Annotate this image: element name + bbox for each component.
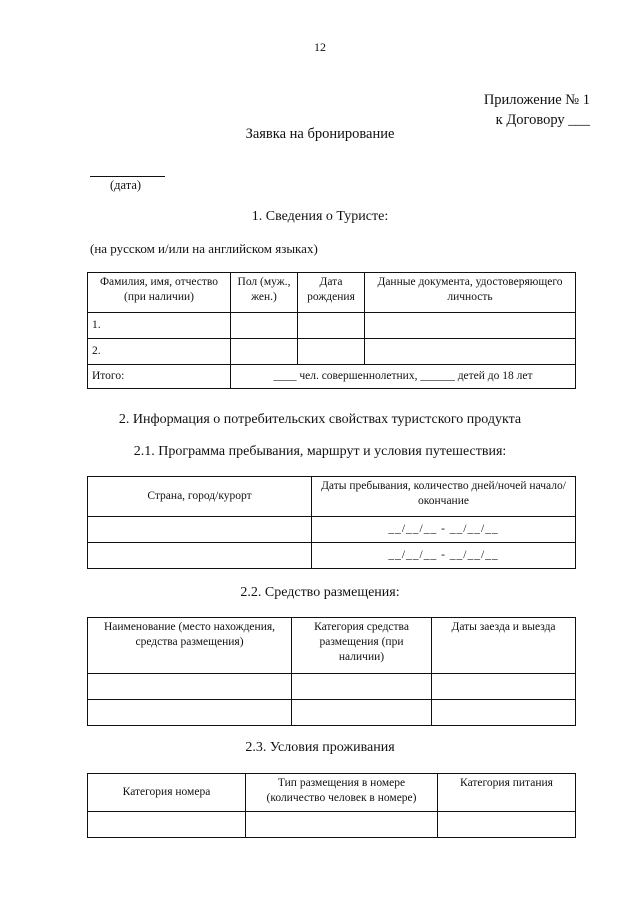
table-cell[interactable] bbox=[88, 700, 292, 726]
table-header-row bbox=[88, 774, 576, 812]
column-header: Тип размещения в номере (количество человек в номере) bbox=[246, 774, 438, 812]
column-header: Пол (муж., жен.) bbox=[231, 273, 298, 313]
total-label: Итого: bbox=[88, 365, 231, 389]
accommodation-table bbox=[87, 617, 576, 726]
table-cell[interactable] bbox=[88, 517, 312, 543]
table-cell[interactable] bbox=[292, 700, 432, 726]
living-conditions-table bbox=[87, 773, 576, 838]
column-header: Категория питания bbox=[438, 774, 576, 812]
date-field-line[interactable] bbox=[90, 176, 165, 177]
table-row bbox=[88, 313, 576, 339]
table-cell[interactable] bbox=[292, 674, 432, 700]
column-header: Фамилия, имя, отчество (при наличии) bbox=[88, 273, 231, 313]
section22-heading: 2.2. Средство размещения: bbox=[240, 585, 400, 600]
table-row bbox=[88, 674, 576, 700]
section23-heading: 2.3. Условия проживания bbox=[245, 740, 395, 755]
table-row bbox=[88, 517, 576, 543]
column-header: Наименование (место нахождения, средства размещения) bbox=[88, 618, 292, 674]
table-cell[interactable] bbox=[432, 674, 576, 700]
date-label: (дата) bbox=[110, 178, 142, 192]
table-header-row bbox=[88, 618, 576, 674]
total-row bbox=[88, 365, 576, 389]
table-row bbox=[88, 543, 576, 569]
table-cell[interactable] bbox=[88, 674, 292, 700]
table-cell[interactable] bbox=[432, 700, 576, 726]
section21-heading: 2.1. Программа пребывания, маршрут и условия путешествия: bbox=[133, 444, 507, 459]
language-note: (на русском и/или на английском языках) bbox=[90, 241, 318, 256]
table-row bbox=[88, 812, 576, 838]
route-table bbox=[87, 476, 576, 569]
column-header: Категория номера bbox=[88, 774, 246, 812]
date-range-field[interactable]: __/__/__ - __/__/__ bbox=[312, 543, 576, 569]
table-cell[interactable] bbox=[298, 339, 365, 365]
document-title: Заявка на бронирование bbox=[245, 126, 395, 142]
table-cell[interactable] bbox=[298, 313, 365, 339]
date-range-field[interactable]: __/__/__ - __/__/__ bbox=[312, 517, 576, 543]
column-header: Даты пребывания, количество дней/ночей начало/окончание bbox=[312, 477, 576, 517]
table-cell[interactable] bbox=[246, 812, 438, 838]
page-number: 12 bbox=[314, 40, 326, 54]
appendix-label: Приложение № 1 bbox=[483, 92, 590, 108]
tourist-table bbox=[87, 272, 576, 389]
column-header: Даты заезда и выезда bbox=[432, 618, 576, 674]
table-cell[interactable] bbox=[88, 543, 312, 569]
table-cell[interactable] bbox=[231, 313, 298, 339]
table-cell[interactable] bbox=[231, 339, 298, 365]
column-header: Данные документа, удостоверяющего личность bbox=[365, 273, 576, 313]
column-header: Страна, город/курорт bbox=[88, 477, 312, 517]
section2-heading: 2. Информация о потребительских свойствах туристского продукта bbox=[118, 412, 522, 427]
column-header: Категория средства размещения (при наличии) bbox=[292, 618, 432, 674]
row-number[interactable]: 2. bbox=[88, 339, 231, 365]
total-counts[interactable]: ____ чел. совершеннолетних, ______ детей до 18 лет bbox=[231, 365, 576, 389]
row-number[interactable]: 1. bbox=[88, 313, 231, 339]
table-header-row bbox=[88, 477, 576, 517]
contract-reference: к Договору ___ bbox=[495, 112, 590, 128]
table-cell[interactable] bbox=[365, 339, 576, 365]
table-header-row bbox=[88, 273, 576, 313]
table-cell[interactable] bbox=[88, 812, 246, 838]
table-row bbox=[88, 339, 576, 365]
table-cell[interactable] bbox=[365, 313, 576, 339]
column-header: Дата рождения bbox=[298, 273, 365, 313]
table-row bbox=[88, 700, 576, 726]
section1-heading: 1. Сведения о Туристе: bbox=[251, 209, 389, 224]
table-cell[interactable] bbox=[438, 812, 576, 838]
